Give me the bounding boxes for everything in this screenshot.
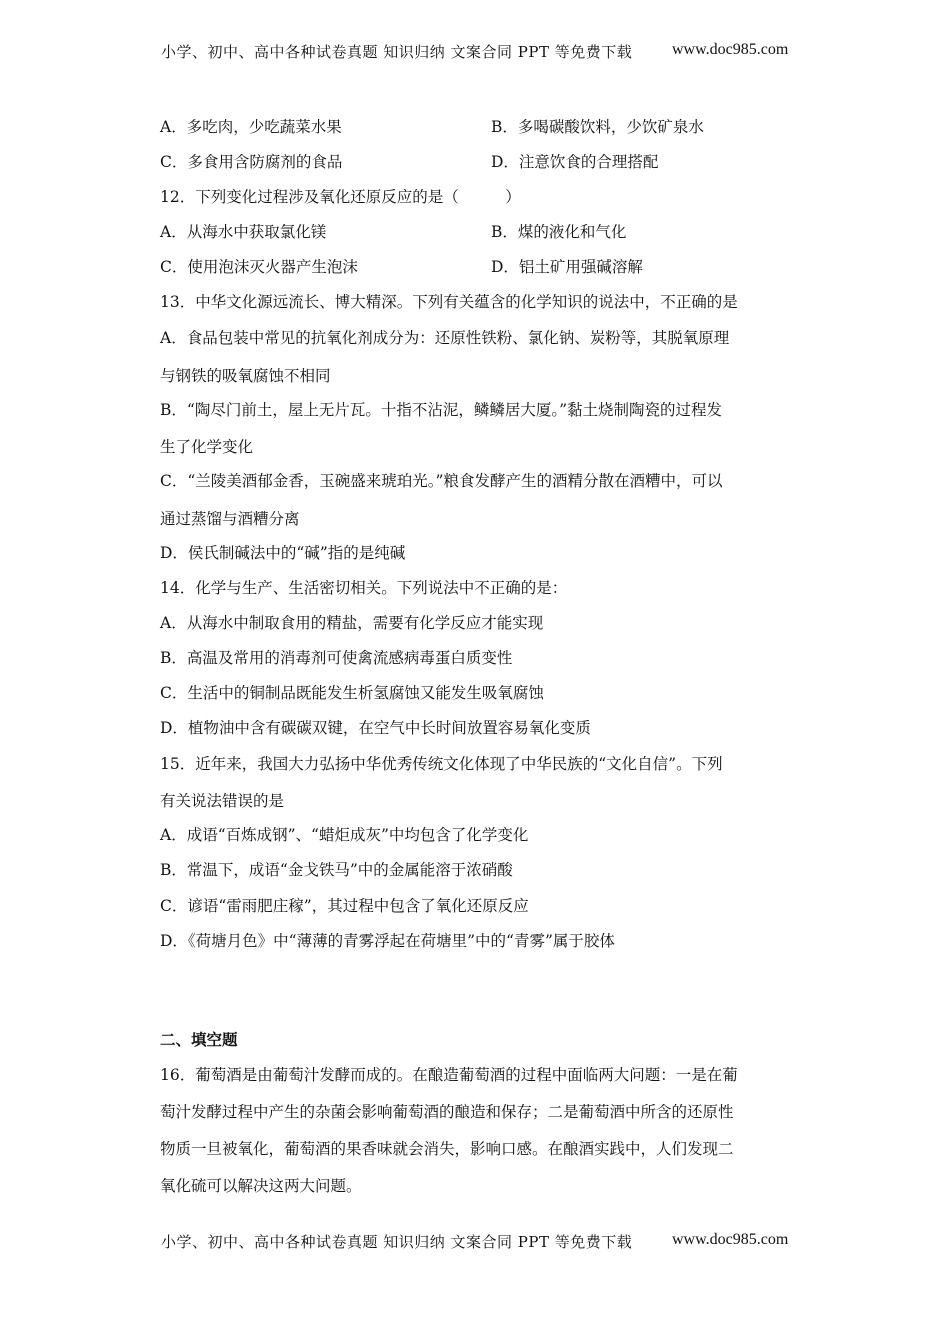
q13-option-a-line1: A．食品包装中常见的抗氧化剂成分为：还原性铁粉、氯化钠、炭粉等，其脱氧原理 xyxy=(160,329,730,347)
q11-option-d: D．注意饮食的合理搭配 xyxy=(491,153,659,171)
q13-option-a-line2: 与钢铁的吸氧腐蚀不相同 xyxy=(160,367,331,385)
q15-stem-line1: 15．近年来，我国大力弘扬中华优秀传统文化体现了中华民族的“文化自信”。下列 xyxy=(160,755,723,773)
q12-option-d: D．铝土矿用强碱溶解 xyxy=(491,258,643,276)
q14-option-d: D．植物油中含有碳碳双键，在空气中长时间放置容易氧化变质 xyxy=(160,719,591,737)
q13-option-b-line2: 生了化学变化 xyxy=(160,438,254,456)
q12-option-c: C．使用泡沫灭火器产生泡沫 xyxy=(160,258,358,276)
q13-option-c-line1: C．“兰陵美酒郁金香，玉碗盛来琥珀光。”粮食发酵产生的酒精分散在酒糟中，可以 xyxy=(160,472,723,490)
q16-line2: 萄汁发酵过程中产生的杂菌会影响葡萄酒的酿造和保存；二是葡萄酒中所含的还原性 xyxy=(160,1103,734,1121)
q13-option-b-line1: B．“陶尽门前土，屋上无片瓦。十指不沾泥，鳞鳞居大厦。”黏土烧制陶瓷的过程发 xyxy=(160,401,722,419)
q11-option-c: C．多食用含防腐剂的食品 xyxy=(160,153,343,171)
q15-option-a: A．成语“百炼成钢”、“蜡炬成灰”中均包含了化学变化 xyxy=(160,826,529,844)
q12-option-a: A．从海水中获取氯化镁 xyxy=(160,223,327,241)
q13-option-d: D．侯氏制碱法中的“碱”指的是纯碱 xyxy=(160,544,406,562)
q14-option-b: B．高温及常用的消毒剂可使禽流感病毒蛋白质变性 xyxy=(160,649,513,667)
q15-option-c: C．谚语“雷雨肥庄稼”，其过程中包含了氧化还原反应 xyxy=(160,897,529,915)
header-text: 小学、初中、高中各种试卷真题 知识归纳 文案合同 PPT 等免费下载 xyxy=(161,43,633,61)
q14-option-c: C．生活中的铜制品既能发生析氢腐蚀又能发生吸氧腐蚀 xyxy=(160,684,544,702)
q11-option-b: B．多喝碳酸饮料，少饮矿泉水 xyxy=(491,118,704,136)
q15-option-d: D．《荷塘月色》中“薄薄的青雾浮起在荷塘里”中的“青雾”属于胶体 xyxy=(160,932,615,950)
q15-stem-line2: 有关说法错误的是 xyxy=(160,792,285,810)
header-url[interactable]: www.doc985.com xyxy=(672,41,789,58)
section-title: 二、填空题 xyxy=(160,1030,238,1049)
q14-option-a: A．从海水中制取食用的精盐，需要有化学反应才能实现 xyxy=(160,614,544,632)
q14-stem: 14．化学与生产、生活密切相关。下列说法中不正确的是： xyxy=(160,579,568,597)
q15-option-b: B．常温下，成语“金戈铁马”中的金属能溶于浓硝酸 xyxy=(160,861,513,879)
q16-line4: 氧化硫可以解决这两大问题。 xyxy=(160,1177,362,1195)
q11-option-a: A．多吃肉，少吃蔬菜水果 xyxy=(160,118,342,136)
footer-text: 小学、初中、高中各种试卷真题 知识归纳 文案合同 PPT 等免费下载 xyxy=(161,1233,633,1251)
q13-option-c-line2: 通过蒸馏与酒糟分离 xyxy=(160,510,300,528)
q13-stem: 13．中华文化源远流长、博大精深。下列有关蕴含的化学知识的说法中，不正确的是 xyxy=(160,293,738,311)
q16-line3: 物质一旦被氧化，葡萄酒的果香味就会消失，影响口感。在酿酒实践中，人们发现二 xyxy=(160,1140,734,1158)
footer-url[interactable]: www.doc985.com xyxy=(672,1231,789,1248)
q12-stem: 12．下列变化过程涉及氧化还原反应的是（ ） xyxy=(160,188,521,206)
q16-line1: 16．葡萄酒是由葡萄汁发酵而成的。在酿造葡萄酒的过程中面临两大问题：一是在葡 xyxy=(160,1066,738,1084)
q12-option-b: B．煤的液化和气化 xyxy=(491,223,627,241)
